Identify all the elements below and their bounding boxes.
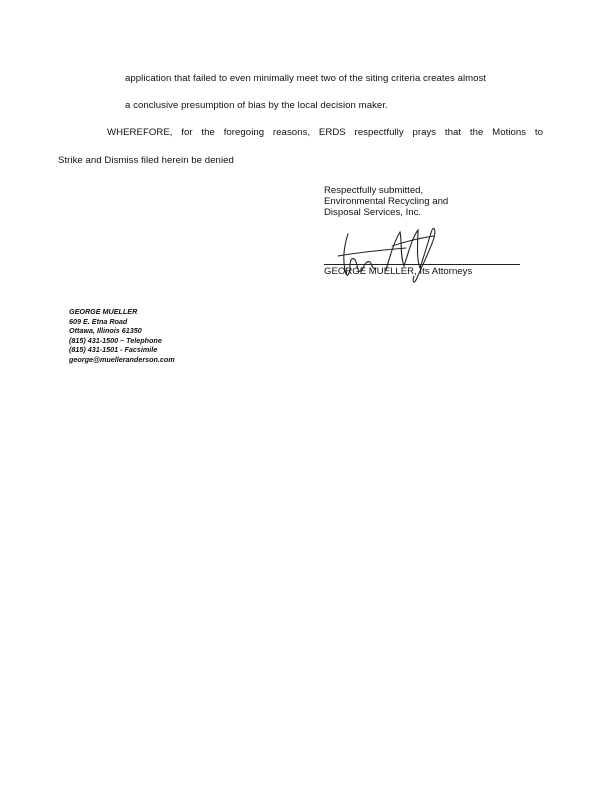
contact-email: george@muelleranderson.com <box>69 354 175 364</box>
contact-address-2: Ottawa, Illinois 61350 <box>69 326 142 336</box>
party-name-line-1: Environmental Recycling and <box>324 196 449 208</box>
body-line-1: application that failed to even minimally meet two of the siting criteria creates almost <box>125 73 487 84</box>
party-name-line-2: Disposal Services, Inc. <box>324 207 422 219</box>
contact-phone: (815) 431-1500 – Telephone <box>69 335 162 345</box>
body-line-2: a conclusive presumption of bias by the local decision maker. <box>125 100 388 111</box>
wherefore-line: WHEREFORE, for the foregoing reasons, ERDS respectfully prays that the Motions to <box>107 127 543 138</box>
signature-rule <box>324 264 520 265</box>
attorney-line: GEORGE MUELLER, Its Attorneys <box>324 266 473 277</box>
signature-block <box>324 185 448 219</box>
body-line-4: Strike and Dismiss filed herein be denied <box>58 155 234 166</box>
attorney-contact-block <box>69 307 175 365</box>
contact-fax: (815) 431-1501 - Facsimile <box>69 345 158 355</box>
closing-text: Respectfully submitted, <box>324 185 424 196</box>
contact-name: GEORGE MUELLER <box>69 307 138 316</box>
contact-address-1: 609 E. Etna Road <box>69 316 128 326</box>
